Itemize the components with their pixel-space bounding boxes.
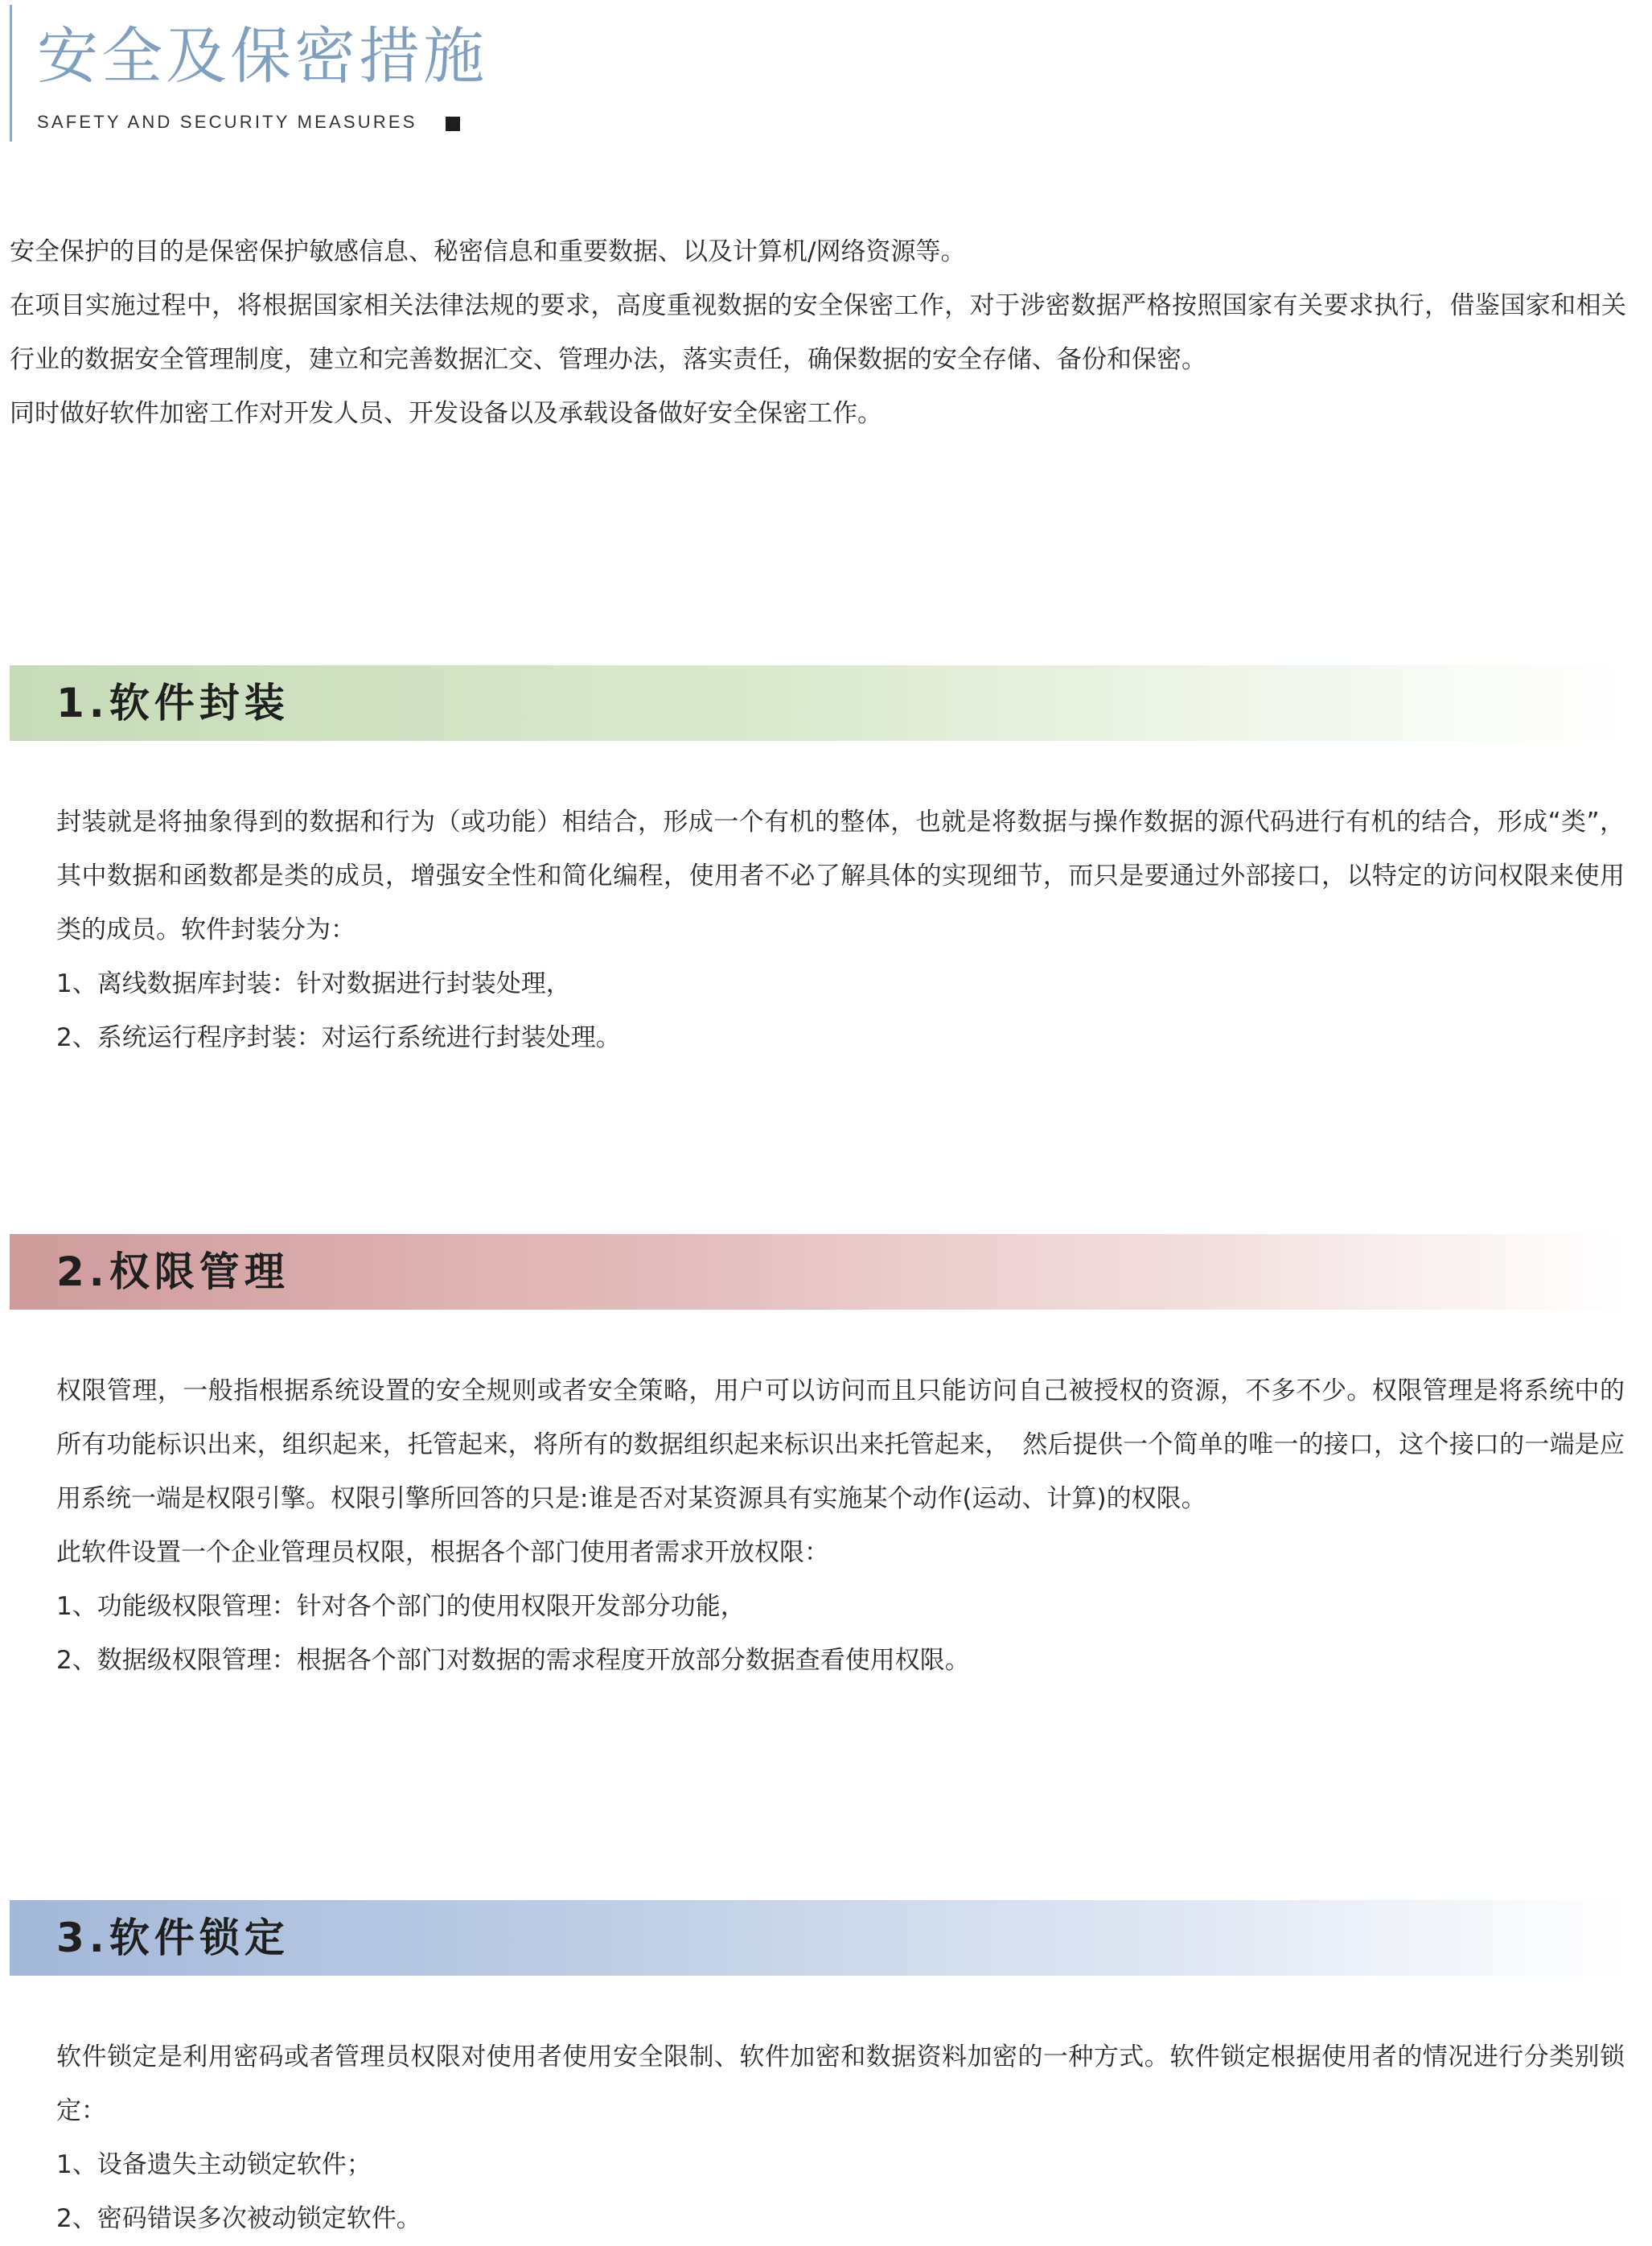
section-paragraph: 此软件设置一个企业管理员权限，根据各个部门使用者需求开放权限：	[56, 1538, 829, 1567]
section-title: 3.软件锁定	[56, 1915, 290, 1961]
section-title: 1.软件封装	[56, 680, 290, 726]
list-item: 2、密码错误多次被动锁定软件。	[56, 2204, 421, 2233]
header-accent-rule	[10, 5, 12, 142]
square-bullet-icon	[446, 117, 460, 131]
list-item: 2、系统运行程序封装：对运行系统进行封装处理。	[56, 1023, 621, 1052]
list-item: 2、数据级权限管理：根据各个部门对数据的需求程度开放部分数据查看使用权限。	[56, 1646, 970, 1675]
section-body-software-packaging	[56, 796, 1625, 1065]
section-paragraph: 封装就是将抽象得到的数据和行为（或功能）相结合，形成一个有机的整体，也就是将数据与操作数据的源代码进行有机的结合，形成“类”，其中数据和函数都是类的成员，增强安全性和简化编程，使用者不必了解具体的实现细节，而只是要通过外部接口，以特定的访问权限来使用类的成员。软件封装分为：	[56, 808, 1625, 944]
intro-paragraph: 安全保护的目的是保密保护敏感信息、秘密信息和重要数据、以及计算机/网络资源等。	[10, 237, 966, 266]
list-item: 1、离线数据库封装：针对数据进行封装处理，	[56, 969, 571, 998]
intro-paragraph: 在项目实施过程中，将根据国家相关法律法规的要求，高度重视数据的安全保密工作，对于涉密数据严格按照国家有关要求执行，借鉴国家和相关行业的数据安全管理制度，建立和完善数据汇交、管理办法，落实责任，确保数据的安全存储、备份和保密。	[10, 291, 1626, 374]
list-item: 1、功能级权限管理：针对各个部门的使用权限开发部分功能，	[56, 1592, 746, 1621]
page-title: 安全及保密措施	[37, 20, 487, 92]
section-banner-permission-management	[10, 1234, 1626, 1310]
section-paragraph: 权限管理，一般指根据系统设置的安全规则或者安全策略，用户可以访问而且只能访问自己被授权的资源，不多不少。权限管理是将系统中的所有功能标识出来，组织起来，托管起来，将所有的数据组织起来标识出来托管起来， 然后提供一个简单的唯一的接口，这个接口的一端是应用系统一端是权限引擎。权限引擎所回答的只是:谁是否对某资源具有实施某个动作(运动、计算)的权限。	[56, 1376, 1625, 1513]
section-paragraph: 软件锁定是利用密码或者管理员权限对使用者使用安全限制、软件加密和数据资料加密的一种方式。软件锁定根据使用者的情况进行分类别锁定：	[56, 2042, 1625, 2125]
section-banner-software-packaging	[10, 665, 1626, 741]
section-body-software-lock	[56, 2030, 1625, 2246]
intro-paragraph: 同时做好软件加密工作对开发人员、开发设备以及承载设备做好安全保密工作。	[10, 399, 882, 428]
section-banner-software-lock	[10, 1900, 1626, 1976]
section-body-permission-management	[56, 1364, 1625, 1688]
section-title: 2.权限管理	[56, 1248, 290, 1295]
list-item: 1、设备遗失主动锁定软件；	[56, 2150, 372, 2179]
intro-block	[10, 225, 1626, 441]
page-header	[0, 0, 487, 143]
page-subtitle: SAFETY AND SECURITY MEASURES	[37, 112, 417, 132]
